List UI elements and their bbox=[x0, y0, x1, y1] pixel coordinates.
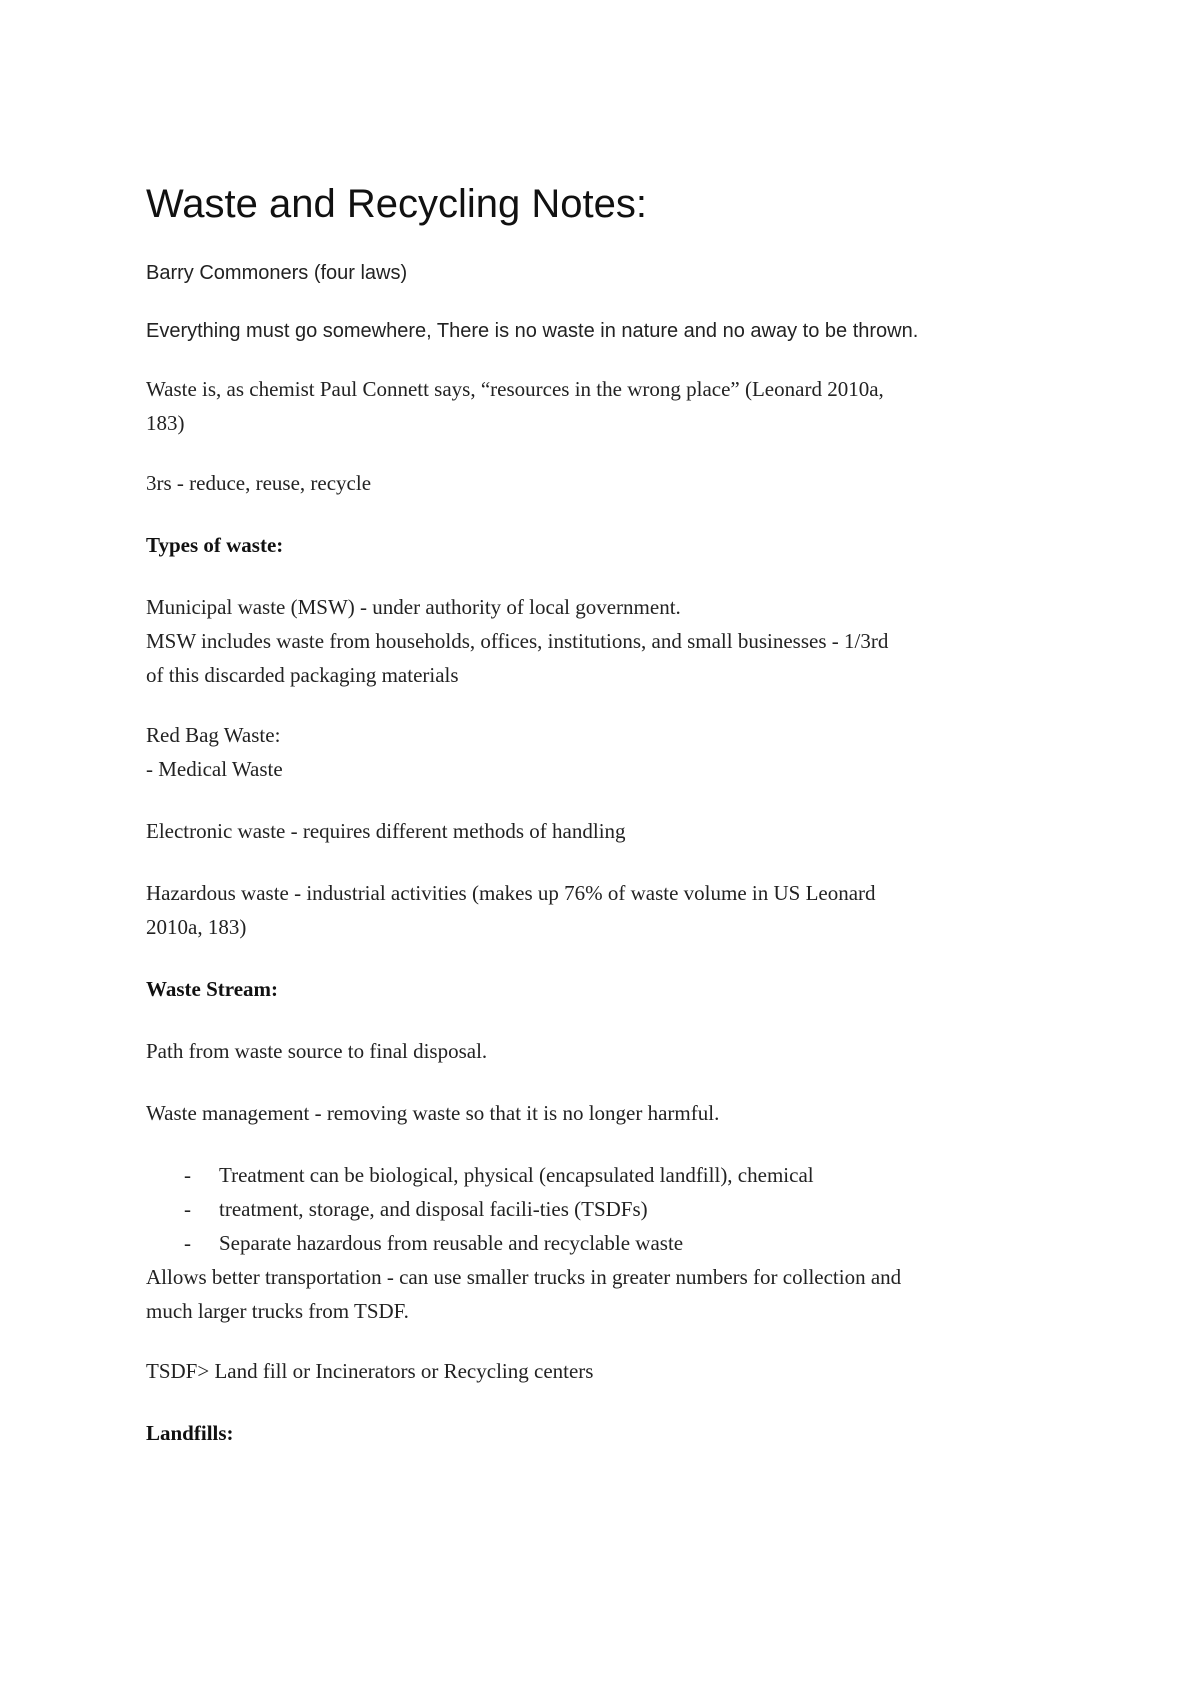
msw-includes-line-1: MSW includes waste from households, offices, institutions, and small businesses - 1/3rd bbox=[146, 629, 889, 653]
commoner-line: Barry Commoners (four laws) bbox=[146, 262, 408, 284]
msw-includes-line-2: of this discarded packaging materials bbox=[146, 663, 459, 687]
transport-line-1: Allows better transportation - can use smaller trucks in greater numbers for collection and bbox=[146, 1265, 902, 1289]
everything-line: Everything must go somewhere, There is no waste in nature and no away to be thrown. bbox=[146, 320, 919, 342]
list-item-text: treatment, storage, and disposal facili-ties (TSDFs) bbox=[219, 1197, 648, 1221]
red-bag-line: Red Bag Waste: bbox=[146, 723, 281, 747]
tsdf-line: TSDF> Land fill or Incinerators or Recycling centers bbox=[146, 1359, 594, 1383]
connett-line-1: Waste is, as chemist Paul Connett says, “resources in the wrong place” (Leonard 2010a, bbox=[146, 377, 884, 401]
waste-management-line: Waste management - removing waste so that it is no longer harmful. bbox=[146, 1101, 720, 1125]
document-body bbox=[146, 180, 1086, 1450]
page-title: Waste and Recycling Notes: bbox=[146, 182, 647, 226]
path-line: Path from waste source to final disposal. bbox=[146, 1039, 488, 1063]
list-item-text: Treatment can be biological, physical (encapsulated landfill), chemical bbox=[219, 1163, 814, 1187]
medical-waste-line: - Medical Waste bbox=[146, 757, 283, 781]
three-rs-line: 3rs - reduce, reuse, recycle bbox=[146, 471, 372, 495]
list-item bbox=[146, 1192, 1086, 1226]
msw-line: Municipal waste (MSW) - under authority of local government. bbox=[146, 595, 681, 619]
red-bag-paragraph bbox=[146, 718, 1086, 786]
list-item bbox=[146, 1226, 1086, 1260]
list-item-text: Separate hazardous from reusable and recyclable waste bbox=[219, 1231, 684, 1255]
hazardous-paragraph bbox=[146, 876, 1086, 944]
types-of-waste-heading: Types of waste: bbox=[146, 533, 284, 557]
electronic-waste-line: Electronic waste - requires different methods of handling bbox=[146, 819, 626, 843]
hazardous-line-1: Hazardous waste - industrial activities (makes up 76% of waste volume in US Leonard bbox=[146, 881, 876, 905]
msw-paragraph bbox=[146, 590, 1086, 692]
list-bullet: - bbox=[184, 1197, 191, 1221]
landfills-heading: Landfills: bbox=[146, 1421, 234, 1445]
list-bullet: - bbox=[184, 1231, 191, 1255]
hazardous-line-2: 2010a, 183) bbox=[146, 915, 247, 939]
transport-line-2: much larger trucks from TSDF. bbox=[146, 1299, 409, 1323]
list-item bbox=[146, 1158, 1086, 1192]
list-bullet: - bbox=[184, 1163, 191, 1187]
treatment-list bbox=[146, 1158, 1086, 1260]
waste-stream-heading: Waste Stream: bbox=[146, 977, 278, 1001]
transport-paragraph bbox=[146, 1260, 1086, 1328]
connett-quote bbox=[146, 372, 1086, 440]
connett-line-2: 183) bbox=[146, 411, 185, 435]
